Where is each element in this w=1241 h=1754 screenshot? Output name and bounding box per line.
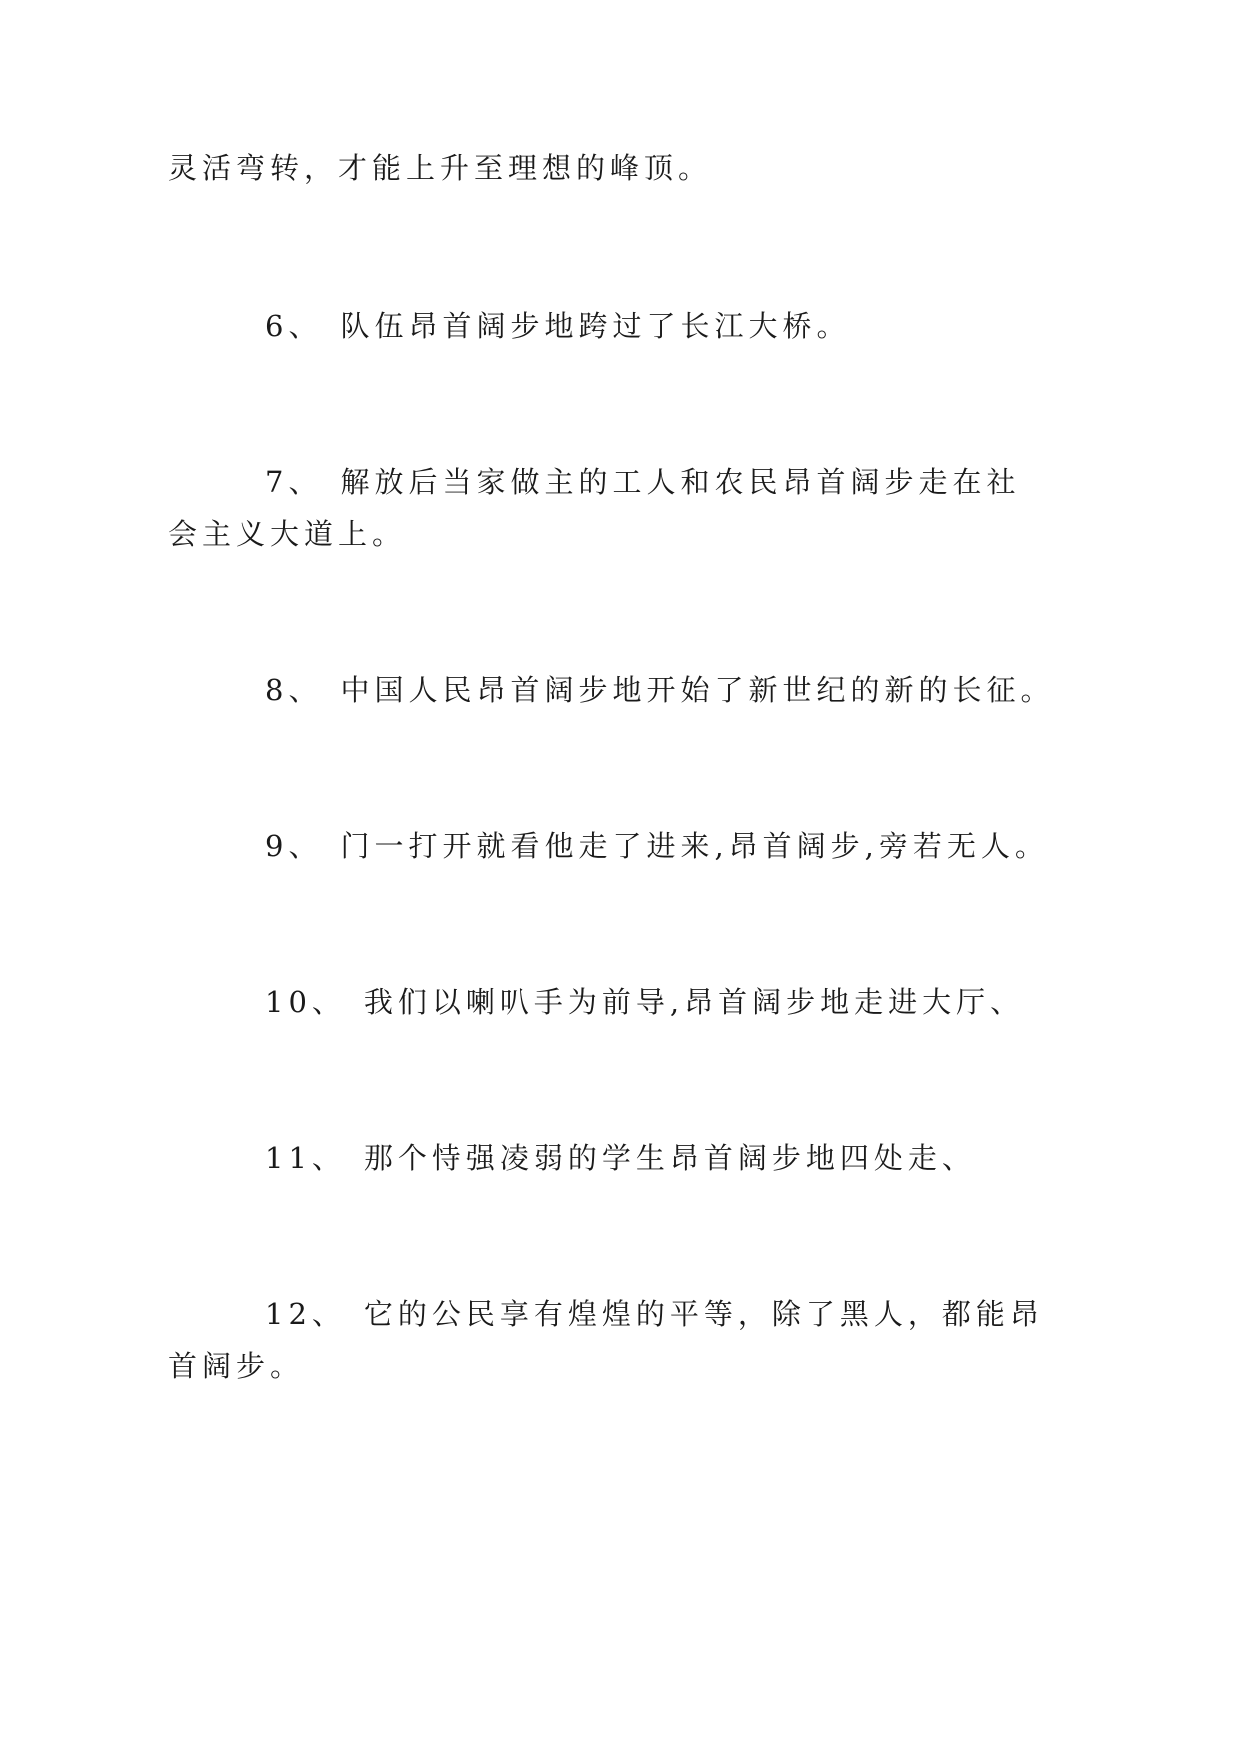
item-number: 9、 (265, 829, 323, 863)
item-number: 7、 (265, 465, 323, 499)
item-text: 那个恃强凌弱的学生昂首阔步地四处走、 (363, 1141, 976, 1175)
continuation-text: 灵活弯转，才能上升至理想的峰顶。 (168, 151, 713, 185)
item-number: 6、 (265, 309, 323, 343)
item-text: 中国人民昂首阔步地开始了新世纪的新的长征。 (340, 673, 1055, 707)
item-number: 10、 (265, 985, 346, 1019)
list-item-8 (265, 670, 1054, 710)
item-number: 12、 (265, 1297, 346, 1331)
list-item-12-continuation: 首阔步。 (168, 1349, 305, 1383)
list-item-9 (265, 826, 1049, 866)
list-item-11 (265, 1138, 976, 1178)
list-item-6 (265, 306, 850, 346)
item-text: 队伍昂首阔步地跨过了长江大桥。 (340, 309, 851, 343)
item-text: 解放后当家做主的工人和农民昂首阔步走在社 (340, 465, 1021, 499)
list-item-10 (265, 982, 1024, 1022)
list-item-7-continuation: 会主义大道上。 (168, 517, 407, 551)
item-number: 8、 (265, 673, 323, 707)
item-text: 它的公民享有煌煌的平等，除了黑人，都能昂 (363, 1297, 1044, 1331)
list-item-7 (265, 462, 1020, 502)
list-item-12 (265, 1294, 1044, 1334)
item-text: 门一打开就看他走了进来,昂首阔步,旁若无人。 (340, 829, 1049, 863)
item-number: 11、 (265, 1141, 346, 1175)
item-text: 我们以喇叭手为前导,昂首阔步地走进大厅、 (363, 985, 1025, 1019)
